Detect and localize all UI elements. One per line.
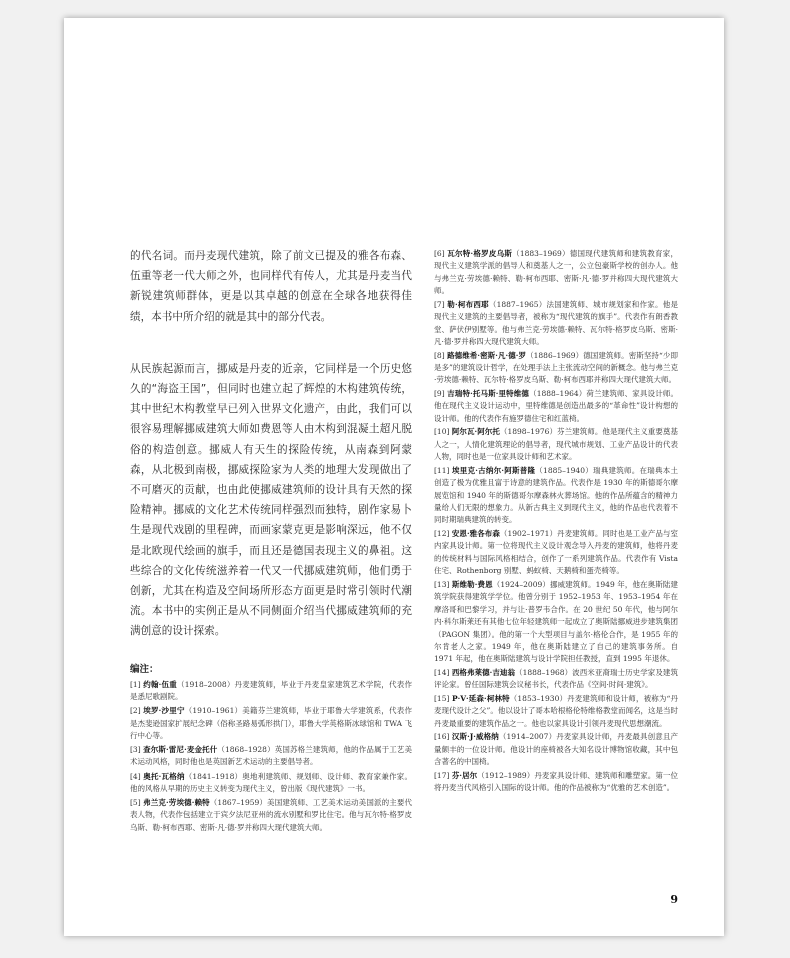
footnote: [11] 埃里克·古纳尔·阿斯普隆（1885–1940）瑞典建筑师。在瑞典本土创造了极为优雅且富于诗意的建筑作品。代表作是 1930 年的斯德哥尔摩展览馆和 1940 年的斯德哥尔摩森林火葬场馆。他的作品所蕴含的精神力量给人们无限的想象力。从新古典主义到现代主义，他的作品也代表着不同时期瑞典建筑的转变。 (434, 465, 678, 525)
footnote-name: P·V·延森·柯林特 (451, 693, 510, 703)
footnote: [17] 芬·居尔（1912–1989）丹麦家具设计师、建筑师和雕塑家。第一位将丹麦当代风格引入国际的设计师。他的作品被称为“优雅的艺术创造”。 (434, 770, 678, 793)
body-paragraph: 从民族起源而言，挪威是丹麦的近亲，它同样是一个历史悠久的“海盗王国”，但同时也建立起了辉煌的木构建筑传统，其中世纪木构教堂早已列入世界文化遗产，由此，我们可以很容易理解挪威建筑大师如费恩等人由木构到混凝土超凡脱俗的构造创意。挪威人有天生的探险传统，从南森到阿蒙森，从北极到南极，挪威探险家为人类的地理大发现做出了不可磨灭的贡献，也由此使挪威建筑师的设计具有天然的探险精神。挪威的文化艺术传统同样强烈而独特，剧作家易卜生是现代戏剧的里程碑，而画家蒙克更是影响深远，他不仅是北欧现代绘画的旗手，而且还是德国表现主义的鼻祖。这些综合的文化传统滋养着一代又一代挪威建筑师，他们勇于创新，尤其在构造及空间场所形态方面更是时常引领时代潮流。本书中的实例正是从不同侧面介绍当代挪威建筑师的充满创意的设计探索。 (130, 362, 412, 638)
footnote-name: 西格弗莱德·吉迪翁 (451, 667, 516, 677)
footnote: [9] 吉瑞特·托马斯·里特维德（1888–1964）荷兰建筑师、家具设计师。他在现代主义设计运动中，里特维德是创造出最多的“革命性”设计构想的设计师。他的代表作有施罗德住宅和红蓝椅。 (434, 389, 678, 423)
notes-list-left (130, 679, 412, 835)
footnote-name: 路德维希·密斯·凡·德·罗 (447, 350, 527, 360)
footnote: [4] 奥托·瓦格纳（1841–1918）奥地利建筑师、规划师、设计师、教育家兼作家。他的风格从早期的历史主义转变为现代主义，曾出版《现代建筑》一书。 (130, 771, 412, 793)
left-column (130, 246, 412, 836)
book-page (64, 18, 724, 936)
footnote: [1] 约翰·伍重（1918–2008）丹麦建筑师，毕业于丹麦皇家建筑艺术学院，代表作是悉尼歌剧院。 (130, 679, 412, 702)
footnote: [7] 勒·柯布西耶（1887–1965）法国建筑师、城市规划家和作家。他是现代主义建筑的主要倡导者，被称为“现代建筑的旗手”。代表作有朗香教堂、萨伏伊别墅等。他与弗兰克·劳埃德·赖特、瓦尔特·格罗皮乌斯、密斯·凡·德·罗并称四大现代建筑大师。 (434, 299, 678, 347)
footnote: [2] 埃罗·沙里宁（1910–1961）美籍芬兰建筑师，毕业于耶鲁大学建筑系，代表作是杰斐逊国家扩展纪念碑（俗称圣路易弧形拱门），耶鲁大学英格斯冰球馆和 TWA 飞行中心等。 (130, 706, 412, 740)
notes-heading: 编注： (130, 663, 159, 675)
footnote-name: 吉瑞特·托马斯·里特维德 (447, 389, 530, 399)
footnote: [10] 阿尔瓦·阿尔托（1898–1976）芬兰建筑师。他是现代主义重要奠基人之一，人情化建筑理论的倡导者，现代城市规划、工业产品设计的代表人物，同时也是一位家具设计师和艺术家。 (434, 427, 678, 462)
footnote: [8] 路德维希·密斯·凡·德·罗（1886–1969）德国建筑师。密斯坚持“少即是多”的建筑设计哲学，在处理手法上主张流动空间的新概念。他与弗兰克·劳埃德·赖特、瓦尔特·格罗皮乌斯、勒·柯布西耶并称四大现代建筑大师。 (434, 350, 678, 385)
footnote-name: 芬·居尔 (451, 770, 478, 780)
footnote-name: 斯维勒·费恩 (451, 579, 493, 589)
footnote: [6] 瓦尔特·格罗皮乌斯（1883–1969）德国现代建筑师和建筑教育家，现代主义建筑学派的倡导人和奠基人之一，公立包豪斯学校的创办人。他与弗兰克·劳埃德·赖特、勒·柯布西耶、密斯·凡·德·罗并称四大现代建筑大师。 (434, 249, 678, 296)
footnote-name: 约翰·伍重 (143, 679, 177, 689)
footnote: [15] P·V·延森·柯林特（1853–1930）丹麦建筑师和设计师，被称为“丹麦现代设计之父”。他以设计了哥本哈根格伦特维格教堂而闻名，这是当时丹麦最重要的建筑作品之一。他也以家具设计引领丹麦现代思想潮流。 (434, 693, 679, 728)
body-paragraph: 的代名词。而丹麦现代建筑，除了前文已提及的雅各布森、伍重等老一代大师之外，也同样代有传人，尤其是丹麦当代新锐建筑师群体，更是以其卓越的创意在全球各地获得佳绩，本书中所介绍的就是其中的部分代表。 (130, 250, 412, 323)
footnote-name: 奥托·瓦格纳 (143, 771, 185, 781)
footnote-name: 阿尔瓦·阿尔托 (451, 427, 500, 437)
footnote-name: 查尔斯·雷尼·麦金托什 (143, 745, 218, 755)
footnote: [14] 西格弗莱德·吉迪翁（1888–1968）波西米亚裔瑞士历史学家及建筑评论家。曾任国际建筑会议秘书长，代表作品《空间·时间·建筑》。 (434, 667, 678, 690)
footnote-name: 埃罗·沙里宁 (143, 706, 185, 716)
footnote: [16] 汉斯·J·威格纳（1914–2007）丹麦家具设计师，丹麦最具创意且产量颇丰的一位设计师。他设计的座椅被各大知名设计博物馆收藏，其中包含著名的中国椅。 (434, 732, 678, 767)
right-column (434, 248, 678, 796)
footnote-name: 勒·柯布西耶 (447, 299, 489, 309)
footnote: [13] 斯维勒·费恩（1924–2009）挪威建筑师。1949 年，他在奥斯陆建筑学院获得建筑学学位。他曾分别于 1952–1953 年、1953–1954 年在摩洛哥和巴黎学习，并与让·普罗韦合作。在 20 世纪 50 年代，他与阿尔内·科尔斯莱还有其他七位年轻建筑师一起成立了奥斯陆挪威进步建筑集团（PAGON 集团）。他的第一个大型项目与盖尔·格伦合作，是 1955 年的尔肯老人之家。1949 年，他在奥斯陆建立了自己的建筑事务所。自 1971 年起，他在奥斯陆建筑与设计学院担任教授，直到 1995 年退休。 (434, 579, 679, 664)
footnote-name: 弗兰克·劳埃德·赖特 (143, 798, 210, 808)
footnote-name: 埃里克·古纳尔·阿斯普隆 (452, 465, 536, 475)
footnote: [3] 查尔斯·雷尼·麦金托什（1868–1928）英国苏格兰建筑师，他的作品属于工艺美术运动风格，同时他也是英国新艺术运动的主要倡导者。 (130, 745, 412, 767)
page-number: 9 (670, 893, 678, 906)
footnote-name: 瓦尔特·格罗皮乌斯 (447, 249, 513, 258)
footnote: [5] 弗兰克·劳埃德·赖特（1867–1959）美国建筑师、工艺美术运动美国派的主要代表人物，代表作包括建立于宾夕法尼亚州的流水别墅和罗比住宅。他与瓦尔特·格罗皮乌斯、勒·柯布西耶、密斯·凡·德·罗并称四大现代建筑大师。 (130, 798, 412, 832)
footnote-name: 汉斯·J·威格纳 (451, 732, 499, 742)
footnote: [12] 安恩·雅各布森（1902–1971）丹麦建筑师。同时也是工业产品与室内家具设计师。第一位将现代主义设计观念导入丹麦的建筑师，他将丹麦的传统材料与国际风格相结合，创作了一系列建筑作品。代表作有 Vista 住宅、Rothenborg 别墅、蚂蚁椅、天鹅椅和蛋壳椅等。 (434, 529, 678, 576)
footnote-name: 安恩·雅各布森 (451, 529, 500, 539)
